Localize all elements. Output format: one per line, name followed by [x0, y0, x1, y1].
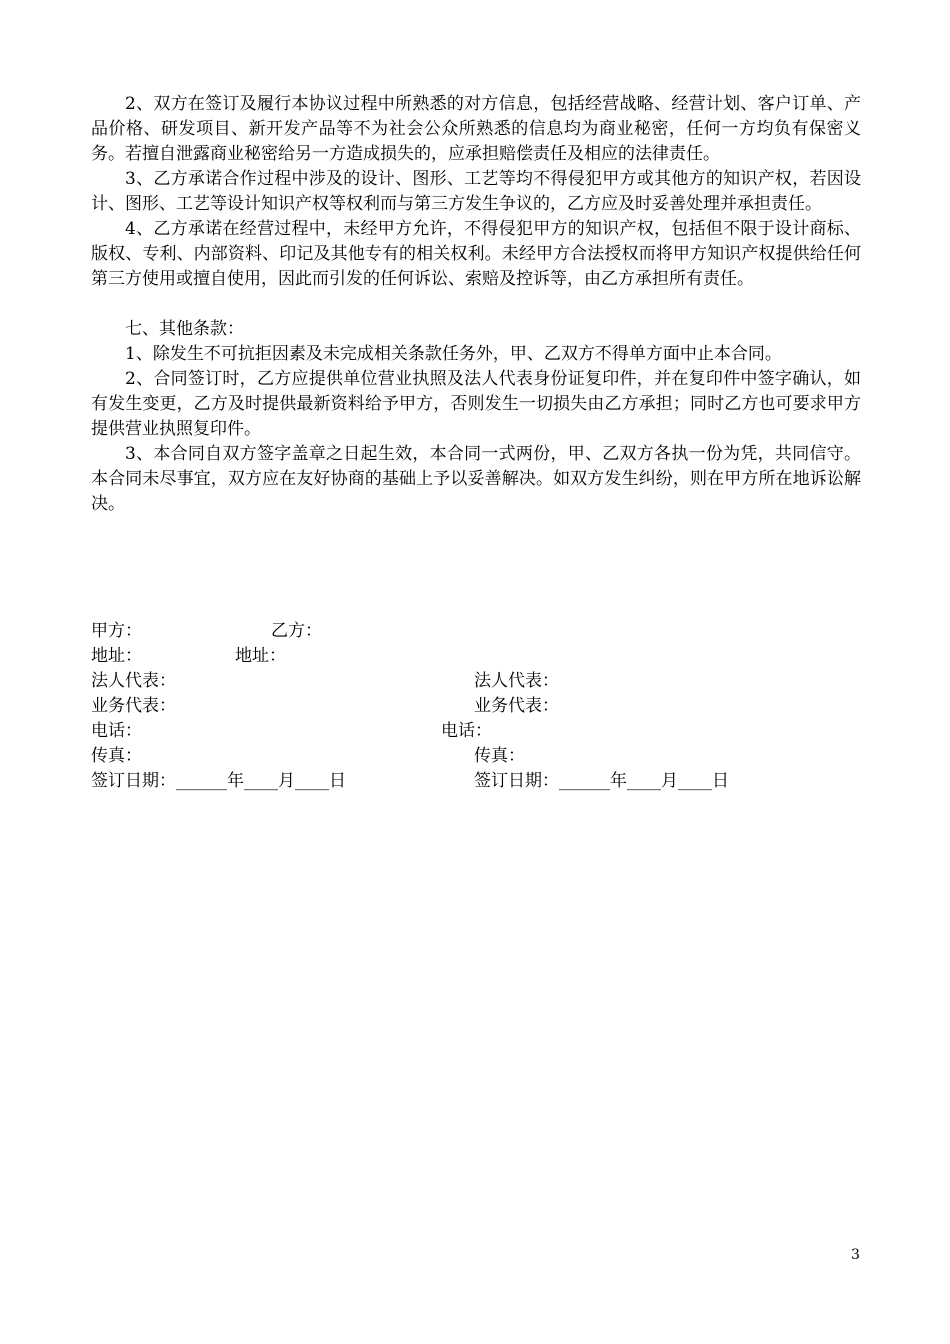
clause-paragraph-2: 2、双方在签订及履行本协议过程中所熟悉的对方信息，包括经营战略、经营计划、客户订单、产品价格、研发项目、新开发产品等不为社会公众所熟悉的信息均为商业秘密，任何一方均负有保密义务。若擅自泄露商业秘密给另一方造成损失的，应承担赔偿责任及相应的法律责任。: [91, 94, 861, 164]
party-a-label: 甲方：: [91, 621, 142, 641]
signing-date-b: 签订日期：______年____月____日: [474, 771, 729, 791]
section-7-item-3: 3、本合同自双方签字盖章之日起生效，本合同一式两份，甲、乙双方各执一份为凭，共同信守。本合同未尽事宜，双方应在友好协商的基础上予以妥善解决。如双方发生纠纷，则在甲方所在地诉讼解决。: [91, 444, 861, 514]
business-rep-b-label: 业务代表：: [474, 696, 559, 716]
address-row: [91, 644, 861, 669]
address-a-label: 地址：: [91, 646, 142, 666]
signature-block: [91, 619, 861, 794]
clause-paragraph-3: 3、乙方承诺合作过程中涉及的设计、图形、工艺等均不得侵犯甲方或其他方的知识产权，若因设计、图形、工艺等设计知识产权等权利而与第三方发生争议的，乙方应及时妥善处理并承担责任。: [91, 169, 861, 214]
phone-a-label: 电话：: [91, 721, 142, 741]
business-rep-row: [91, 694, 861, 719]
address-b-label: 地址：: [235, 646, 286, 666]
party-row: [91, 619, 861, 644]
page-number: 3: [851, 1247, 860, 1263]
fax-b-label: 传真：: [474, 746, 525, 766]
section-7-item-2: 2、合同签订时，乙方应提供单位营业执照及法人代表身份证复印件，并在复印件中签字确认，如有发生变更，乙方及时提供最新资料给予甲方，否则发生一切损失由乙方承担；同时乙方也可要求甲方提供营业执照复印件。: [91, 369, 861, 439]
phone-b-label: 电话：: [441, 721, 492, 741]
date-row: [91, 769, 861, 794]
section-7-title: 七、其他条款：: [125, 319, 244, 339]
legal-rep-row: [91, 669, 861, 694]
signing-date-a: 签订日期：______年____月____日: [91, 771, 346, 791]
phone-row: [91, 719, 861, 744]
legal-rep-a-label: 法人代表：: [91, 671, 176, 691]
fax-row: [91, 744, 861, 769]
paragraph-gap: [91, 292, 861, 317]
clause-paragraph-4: 4、乙方承诺在经营过程中，未经甲方允许，不得侵犯甲方的知识产权，包括但不限于设计商标、版权、专利、内部资料、印记及其他专有的相关权利。未经甲方合法授权而将甲方知识产权提供给任何第三方使用或擅自使用，因此而引发的任何诉讼、索赔及控诉等，由乙方承担所有责任。: [91, 219, 861, 289]
legal-rep-b-label: 法人代表：: [474, 671, 559, 691]
fax-a-label: 传真：: [91, 746, 142, 766]
contract-body: [91, 92, 861, 517]
business-rep-a-label: 业务代表：: [91, 696, 176, 716]
party-b-label: 乙方：: [271, 621, 322, 641]
section-7-item-1: 1、除发生不可抗拒因素及未完成相关条款任务外，甲、乙双方不得单方面中止本合同。: [125, 344, 782, 364]
